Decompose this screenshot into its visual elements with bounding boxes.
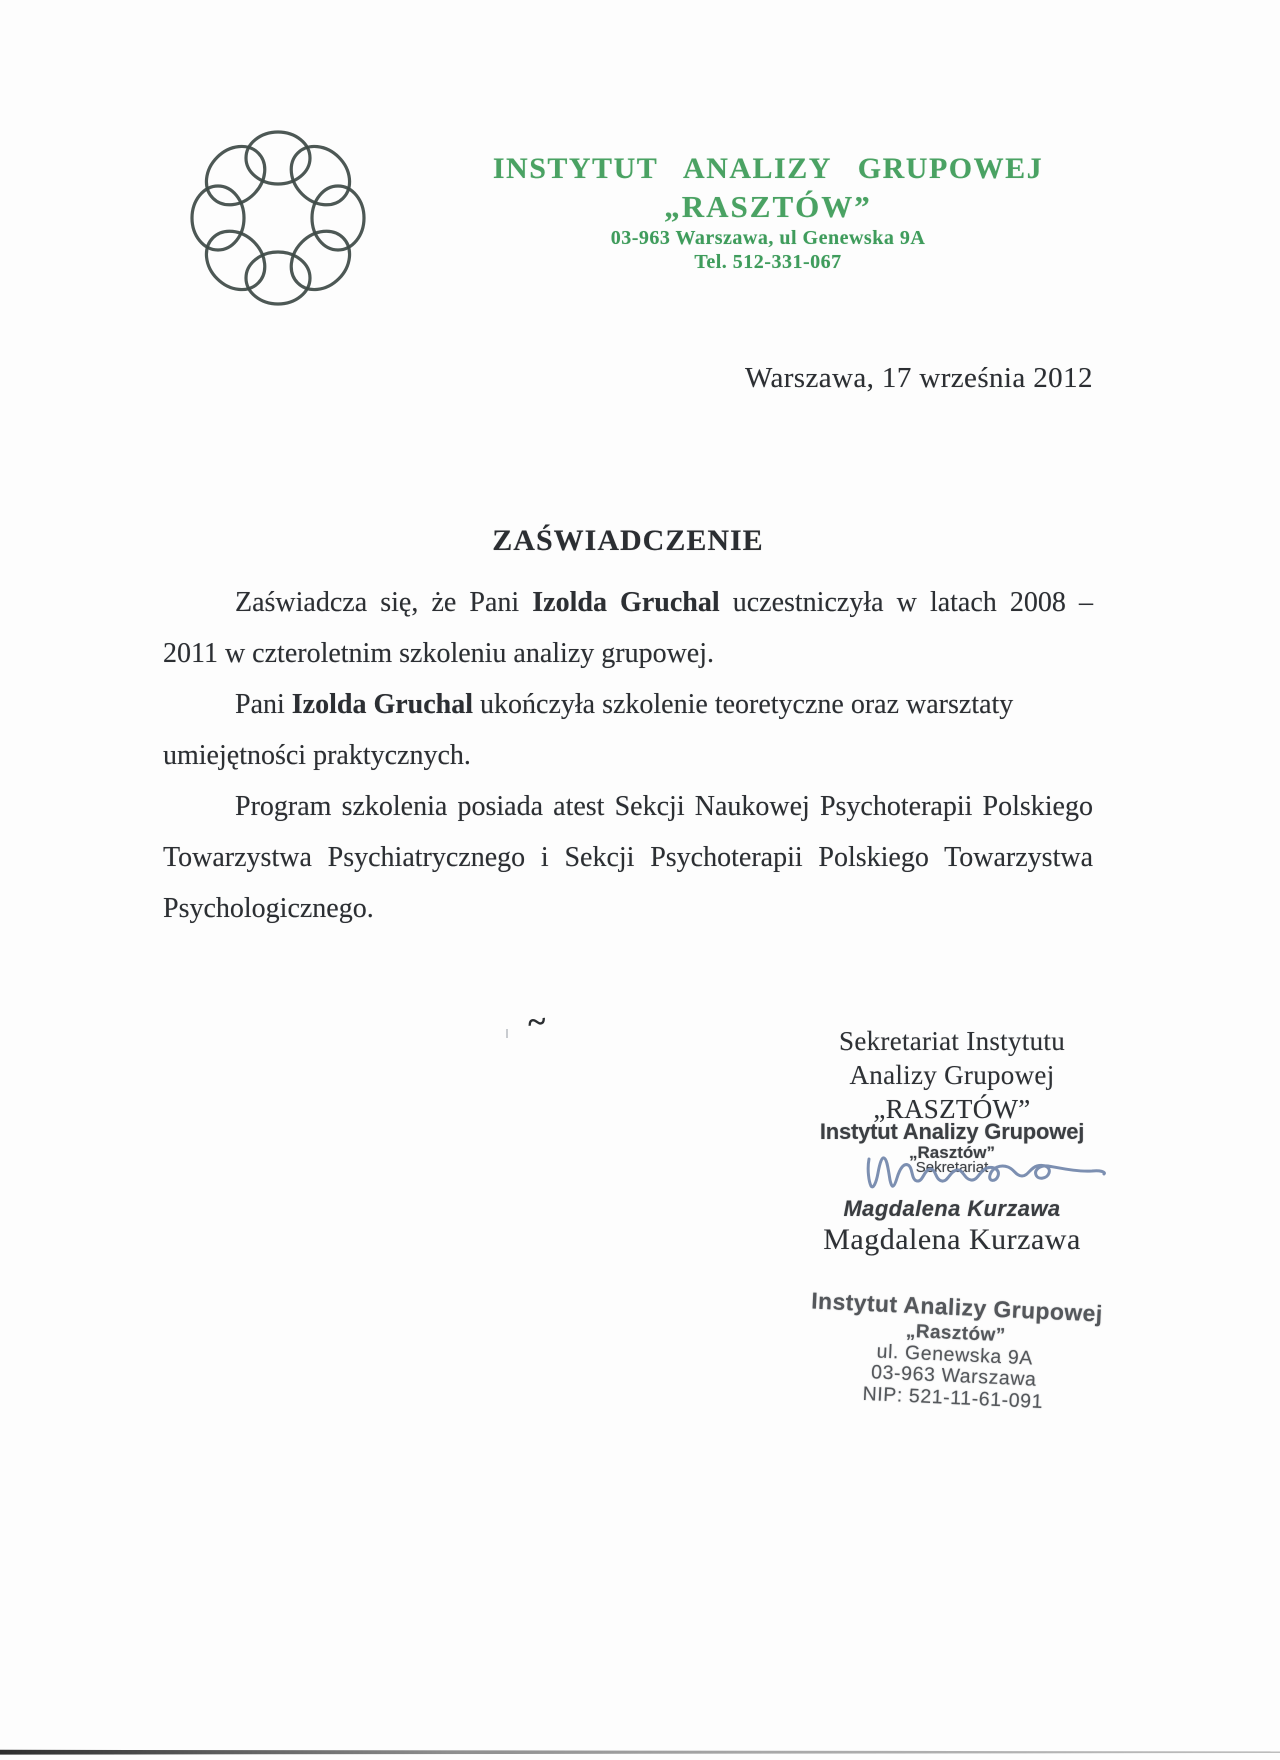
paragraph-3-line-3: Psychologicznego. [163, 893, 374, 924]
scan-artifact-bottom-edge [0, 1747, 1280, 1755]
paragraph-2-line-1 [163, 679, 1093, 730]
ellipse-ring-logo-icon [178, 112, 378, 324]
address-stamp-line-5: NIP: 521-11-61-091 [862, 1382, 1044, 1414]
address-stamp-line-4: 03-963 Warszawa [870, 1361, 1037, 1391]
paragraph-3-line-2: Towarzystwa Psychiatrycznego i Sekcji Psychoterapii Polskiego Towarzystwa [163, 842, 1093, 873]
signatory-role-line-1: Sekretariat Instytutu [839, 1026, 1065, 1056]
secretariat-stamp-line-1: Instytut Analizy Grupowej [819, 1119, 1085, 1144]
address-stamp-line-3: ul. Genewska 9A [876, 1340, 1034, 1370]
secretariat-stamp-line-3: Sekretariat [915, 1159, 989, 1176]
secretariat-stamp-line-2: „Rasztów” [909, 1143, 995, 1162]
paragraph-2-line-2: umiejętności praktycznych. [163, 740, 471, 771]
org-name: INSTYTUT ANALIZY GRUPOWEJ [492, 152, 1044, 185]
signatory-role-line-2: Analizy Grupowej [849, 1060, 1055, 1090]
org-subname: „RASZTÓW” [664, 189, 872, 224]
certificate-body [163, 577, 1093, 934]
stray-ink-mark: ~ [526, 1003, 548, 1042]
body-text-segment: uczestniczyła w latach 2008 – [719, 587, 1093, 618]
paragraph-1-line-1 [163, 577, 1093, 628]
body-text-segment: Pani [235, 689, 292, 720]
date-line: Warszawa, 17 września 2012 [745, 362, 1093, 394]
stamped-signatory-name: Magdalena Kurzawa [843, 1196, 1061, 1221]
address-stamp [803, 1285, 1108, 1415]
letterhead [433, 150, 1103, 274]
body-text-segment: Zaświadcza się, że Pani [235, 587, 533, 618]
stray-faint-tick [506, 1029, 508, 1038]
handwritten-signature [840, 1140, 1120, 1200]
body-text-segment: ukończyła szkolenie teoretyczne oraz warsztaty [473, 689, 1014, 720]
org-phone: Tel. 512-331-067 [694, 251, 842, 273]
paragraph-3-line-1: Program szkolenia posiada atest Sekcji Naukowej Psychoterapii Polskiego [235, 791, 1093, 822]
address-stamp-line-1: Instytut Analizy Grupowej [810, 1287, 1104, 1327]
org-address: 03-963 Warszawa, ul Genewska 9A [610, 227, 926, 249]
address-stamp-line-2: „Rasztów” [905, 1320, 1007, 1347]
recipient-name: Izolda Gruchal [532, 587, 720, 618]
document-title: ZAŚWIADCZENIE [492, 524, 764, 557]
signatory-role-line-3: „RASZTÓW” [873, 1094, 1031, 1124]
recipient-name: Izolda Gruchal [291, 689, 474, 720]
typed-signatory-name: Magdalena Kurzawa [823, 1223, 1081, 1256]
paragraph-1-line-2: 2011 w czteroletnim szkoleniu analizy grupowej. [163, 638, 715, 669]
